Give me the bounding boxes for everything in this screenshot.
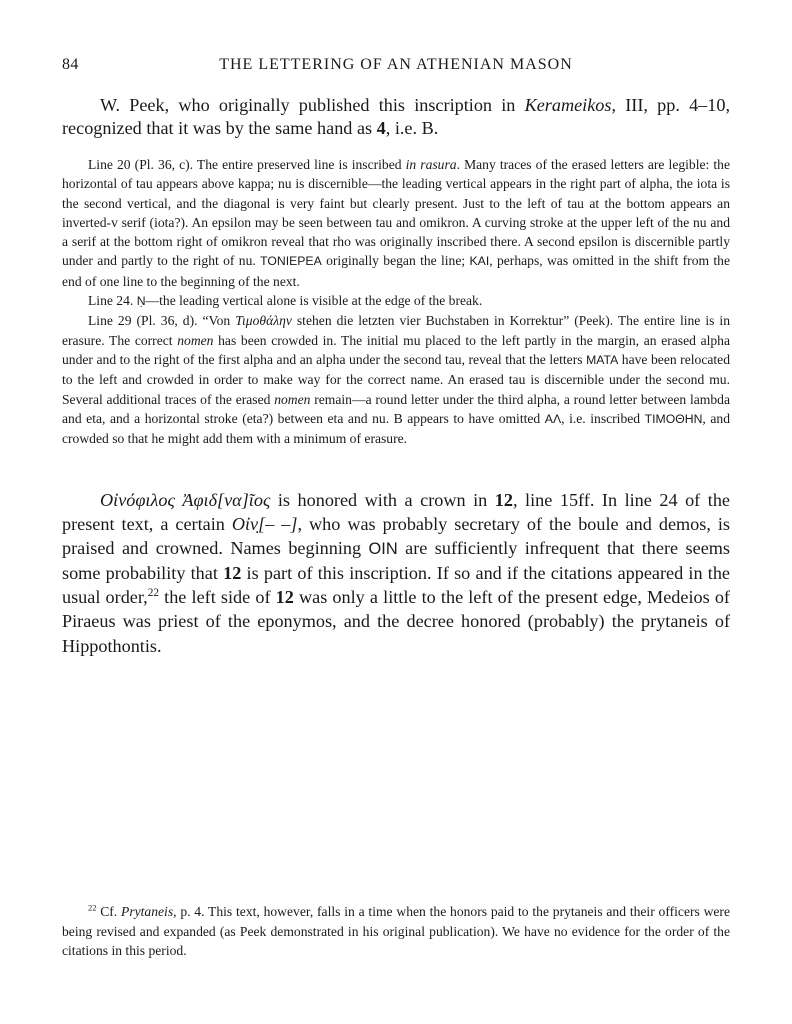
footnote-22: $^{22}$ Cf. Prytaneis, p. 4. This text, however, falls in a time when the honors paid to the prytaneis and their officers were being revised and expanded (as Peek demonstrated in his original publication). We have no evidence for the order of the citations in this period. xyxy=(62,902,730,958)
note-line-20: Line 20 (Pl. 36, c). The entire preserved line is inscribed in rasura. Many traces of the erased letters are legible: the horizontal of tau appears above kappa; nu is discernible—the leading vertical appears in the right part of alpha, the iota is the second vertical, and the diagonal is very faint but clearly present. Just to the left of tau at the bottom appears an inverted-v serif (iota?). An epsilon may be seen between tau and omikron. A curving stroke at the upper left of the nu and a serif at the bottom right of omikron reveal that rho was originally inscribed there. A second epsilon is discernible partly under and partly to the right of nu. TONIEPEA originally began the line; KAI, perhaps, was omitted in the shift from the end of one line to the beginning of the next. xyxy=(62,157,731,289)
footnote-number: 22 xyxy=(88,902,97,913)
running-head: THE LETTERING OF AN ATHENIAN MASON xyxy=(219,56,573,73)
inscription-ref: 4 xyxy=(376,118,386,138)
line-notes xyxy=(62,155,730,448)
page-number: 84 xyxy=(62,56,79,73)
footnote-marker[interactable]: 22 xyxy=(147,587,159,600)
note-line-24: Line 24. Ṇ—the leading vertical alone is visible at the edge of the break. xyxy=(88,293,483,309)
page-header xyxy=(62,56,730,80)
journal-title: Kerameikos xyxy=(524,95,612,115)
intro-paragraph: W. Peek, who originally published this inscription in Kerameikos, III, pp. 4–10, recognized that it was by the same hand as 4, i.e. B. xyxy=(62,95,730,138)
greek-name: Οἰνόφιλος Ἀφιδ[να]ῖος xyxy=(100,490,271,510)
main-paragraph: Οἰνόφιλος Ἀφιδ[να]ῖος is honored with a crown in 12, line 15ff. In line 24 of the present text, a certain Οἰν̣[– –], who was probably secretary of the boule and demos, is praised and crowned. Names beginning OIN are sufficiently infrequent that there seems some probability that 12 is part of this inscription. If so and if the citations appeared in the usual order,$^{22}$ the left side of 12 was only a little to the left of the present edge, Medeios of Piraeus was priest of the eponymos, and the decree honored (probably) the prytaneis of Hippothontis. xyxy=(62,490,731,656)
note-line-29: Line 29 (Pl. 36, d). “Von Τιμοθάλην stehen die letzten vier Buchstaben in Korrektur” (Peek). The entire line is in erasure. The correct nomen has been crowded in. The initial mu placed to the left partly in the margin, an erased alpha under and to the right of the first alpha and an alpha under the second tau, reveal that the letters MATA have been relocated to the left and crowded in order to make way for the correct name. An erased tau is discernible under the second mu. Several additional traces of the erased nomen remain—a round letter under the third alpha, a round letter between lambda and eta, and a horizontal stroke (eta?) between eta and nu. B appears to have omitted AΛ, i.e. inscribed TIMOΘHN, and crowded so that he might add them with a minimum of erasure. xyxy=(62,313,731,447)
